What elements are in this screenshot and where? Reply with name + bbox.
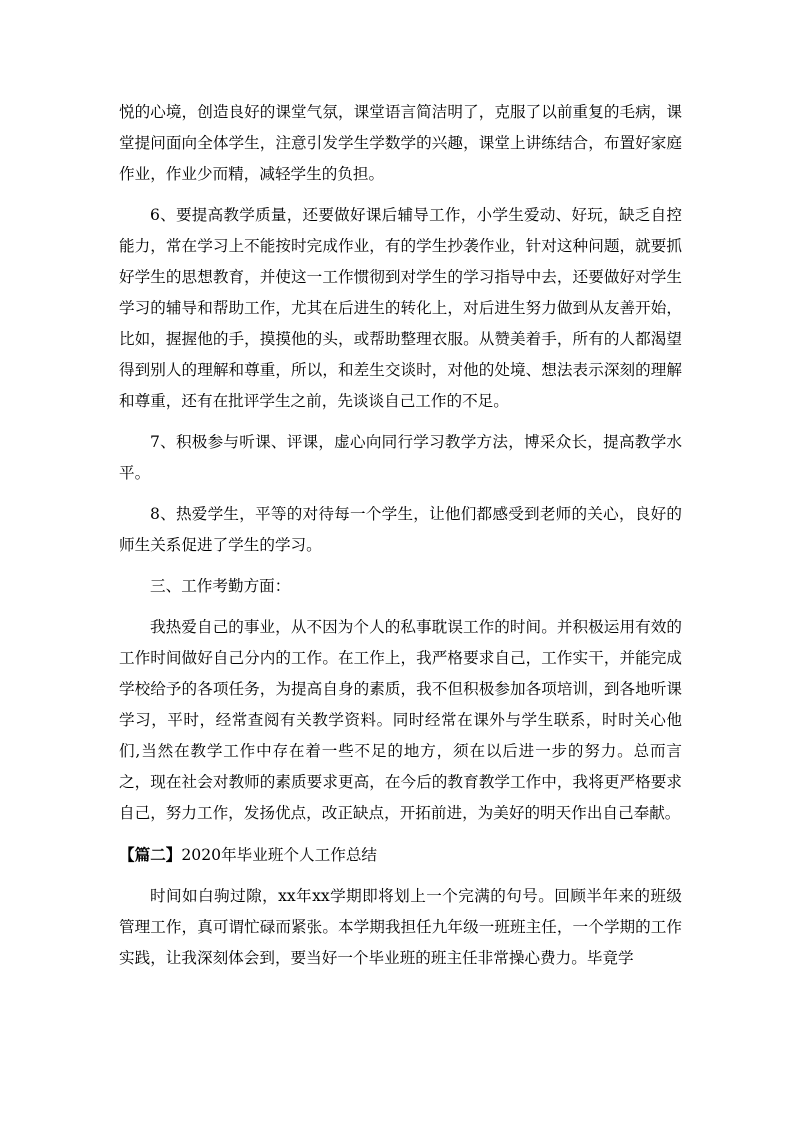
paragraph-item-6: 6、要提高教学质量，还要做好课后辅导工作，小学生爱动、好玩，缺乏自控能力，常在学习上不能按时完成作业，有的学生抄袭作业，针对这种问题，就要抓好学生的思想教育，并使这一工作惯彻到对学生的学习指导中去，还要做好对学生学习的辅导和帮助工作，尤其在后进生的转化上，对后进生努力做到从友善开始，比如，握握他的手，摸摸他的头，或帮助整理衣服。从赞美着手，所有的人都渴望得到别人的理解和尊重，所以，和差生交谈时，对他的处境、想法表示深刻的理解和尊重，还有在批评学生之前，先谈谈自己工作的不足。 [119, 206, 682, 410]
paragraph-item-7: 7、积极参与听课、评课，虚心向同行学习教学方法，博采众长，提高教学水平。 [119, 433, 682, 482]
paragraph-intro: 时间如白驹过隙，xx年xx学期即将划上一个完满的句号。回顾半年来的班级管理工作，真可谓忙碌而紧张。本学期我担任九年级一班班主任，一个学期的工作实践，让我深刻体会到，要当好一个毕业班的班主任非常操心费力。毕竟学 [119, 887, 682, 967]
section-title [119, 839, 682, 871]
section-title-text: 2020年毕业班个人工作总结 [181, 846, 378, 864]
paragraph-continued: 悦的心境，创造良好的课堂气氛，课堂语言简洁明了，克服了以前重复的毛病，课堂提问面向全体学生，注意引发学生学数学的兴趣，课堂上讲练结合，布置好家庭作业，作业少而精，减轻学生的负担。 [119, 103, 682, 183]
paragraph-item-8: 8、热爱学生，平等的对待每一个学生，让他们都感受到老师的关心，良好的师生关系促进了学生的学习。 [119, 505, 682, 554]
section-heading-attendance: 三、工作考勤方面： [150, 577, 291, 595]
section-tag: 【篇二】 [119, 845, 182, 864]
document-page [119, 97, 682, 974]
paragraph-attendance: 我热爱自己的事业，从不因为个人的私事耽误工作的时间。并积极运用有效的工作时间做好自己分内的工作。在工作上，我严格要求自己，工作实干，并能完成学校给予的各项任务，为提高自身的素质，我不但积极参加各项培训，到各地听课学习，平时，经常查阅有关教学资料。同时经常在课外与学生联系，时时关心他们,当然在教学工作中存在着一些不足的地方，须在以后进一步的努力。总而言之，现在社会对教师的素质要求更高，在今后的教育教学工作中，我将更严格要求自己，努力工作，发扬优点，改正缺点，开拓前进，为美好的明天作出自己奉献。 [119, 618, 682, 822]
